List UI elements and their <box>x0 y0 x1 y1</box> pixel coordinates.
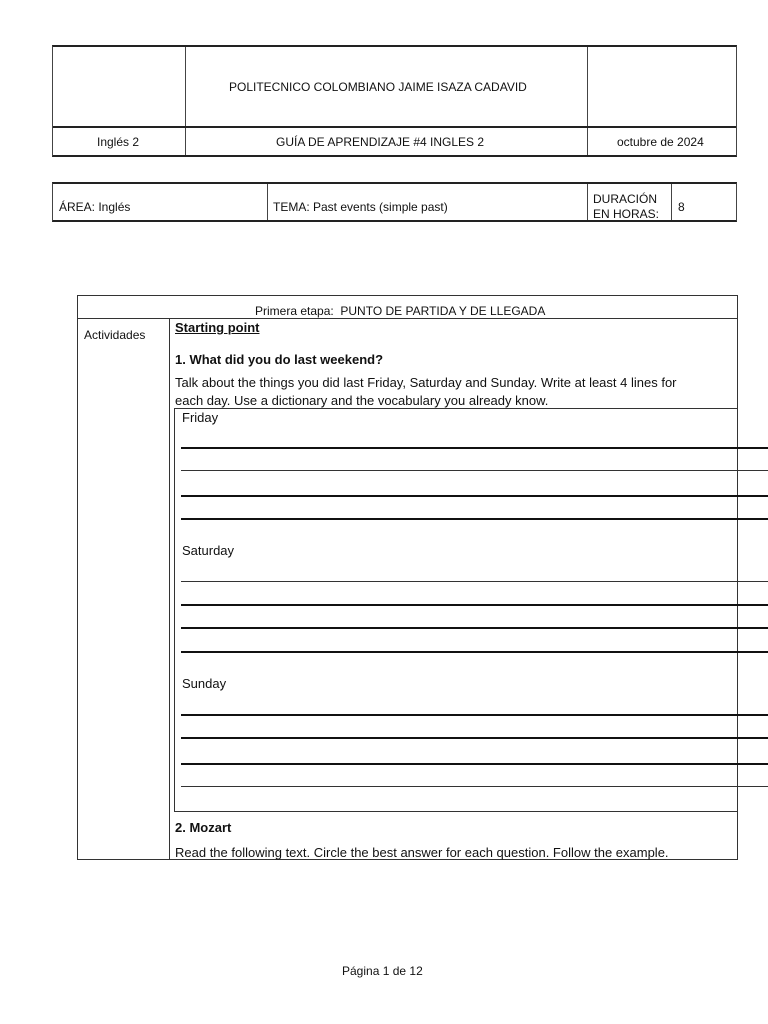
activities-label: Actividades <box>84 328 146 342</box>
question-1-instructions: each day. Use a dictionary and the vocabulary you already know. <box>175 393 549 408</box>
header-divider <box>185 47 186 155</box>
day-label-friday: Friday <box>182 410 219 425</box>
institution-name: POLITECNICO COLOMBIANO JAIME ISAZA CADAVID <box>229 80 527 94</box>
writing-line <box>181 627 768 629</box>
writing-line <box>181 651 768 653</box>
writing-line <box>181 495 768 497</box>
meta-divider <box>267 184 268 220</box>
duration-value: 8 <box>678 200 685 214</box>
stage-title: PUNTO DE PARTIDA Y DE LLEGADA <box>340 304 546 318</box>
question-2-instructions: Read the following text. Circle the best answer for each question. Follow the example. <box>175 845 669 860</box>
guide-title: GUÍA DE APRENDIZAJE #4 INGLES 2 <box>276 135 485 149</box>
writing-line <box>181 714 768 716</box>
writing-line <box>181 470 768 471</box>
writing-line <box>181 786 768 787</box>
label-column-divider <box>169 318 170 859</box>
stage-prefix: Primera etapa: <box>255 304 334 318</box>
writing-box <box>174 408 738 812</box>
header-row-divider <box>53 126 736 128</box>
tema-field: TEMA: Past events (simple past) <box>273 200 448 214</box>
writing-line <box>181 737 768 739</box>
question-1-instructions: Talk about the things you did last Friday, Saturday and Sunday. Write at least 4 lines for <box>175 375 677 390</box>
guide-date: octubre de 2024 <box>617 135 704 149</box>
day-label-sunday: Sunday <box>182 676 227 691</box>
duration-label: EN HORAS: <box>593 207 660 221</box>
writing-line <box>181 518 768 520</box>
duration-label: DURACIÓN <box>593 192 658 206</box>
writing-line <box>181 447 768 449</box>
page-number: Página 1 de 12 <box>342 964 423 978</box>
stage-heading <box>255 304 545 318</box>
meta-divider <box>671 184 672 220</box>
area-field: ÁREA: Inglés <box>59 200 131 214</box>
meta-divider <box>587 184 588 220</box>
stage-row-divider <box>78 318 737 319</box>
writing-line <box>181 763 768 765</box>
question-1-title: 1. What did you do last weekend? <box>175 352 384 367</box>
course-name: Inglés 2 <box>97 135 140 149</box>
writing-line <box>181 581 768 582</box>
writing-line <box>181 604 768 606</box>
section-title: Starting point <box>175 320 260 335</box>
question-2-title: 2. Mozart <box>175 820 232 835</box>
header-divider <box>587 47 588 155</box>
day-label-saturday: Saturday <box>182 543 235 558</box>
